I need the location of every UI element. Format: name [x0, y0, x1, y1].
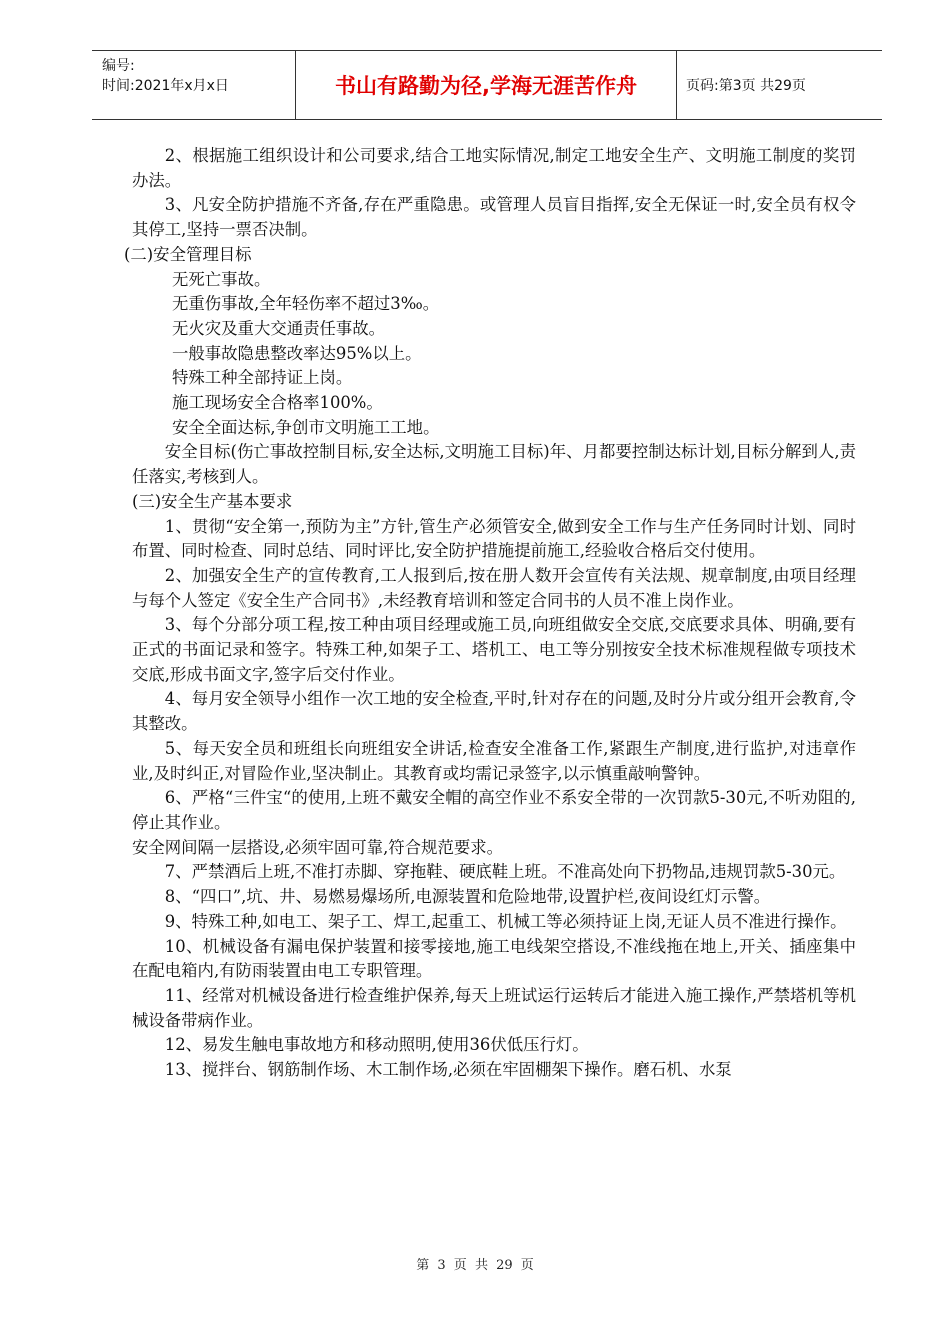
document-time-label: 时间:2021年x月x日 [102, 78, 229, 94]
body-paragraph: 12、易发生触电事故地方和移动照明,使用36伏低压行灯。 [164, 1035, 589, 1055]
body-paragraph: 2、根据施工组织设计和公司要求,结合工地实际情况,制定工地安全生产、文明施工制度的奖罚办法。 [132, 146, 856, 190]
body-paragraph: 9、特殊工种,如电工、架子工、焊工,起重工、机械工等必须持证上岗,无证人员不准进行操作。 [164, 911, 847, 931]
body-paragraph: 无火灾及重大交通责任事故。 [172, 318, 386, 338]
footer-di: 第 [416, 1258, 430, 1273]
body-paragraph: 5、每天安全员和班组长向班组安全讲话,检查安全准备工作,紧跟生产制度,进行监护,对违章作业,及时纠正,对冒险作业,坚决制止。其教育或均需记录签字,以示慎重敲响警钟。 [132, 738, 856, 783]
body-paragraph: (二)安全管理目标 [124, 244, 252, 264]
body-paragraph: 安全全面达标,争创市文明施工工地。 [172, 417, 440, 437]
body-paragraph: 1、贯彻“安全第一,预防为主”方针,管生产必须管安全,做到安全工作与生产任务同时计划、同时布置、同时检查、同时总结、同时评比,安全防护措施提前施工,经验收合格后交付使用。 [132, 516, 856, 561]
document-number-label: 编号: [102, 58, 135, 74]
body-paragraph: 施工现场安全合格率100%。 [172, 393, 383, 413]
page-footer [0, 1254, 950, 1273]
body-paragraph: 特殊工种全部持证上岗。 [172, 368, 353, 388]
header-motto: 书山有路勤为径,学海无涯苦作舟 [295, 51, 677, 119]
document-body [124, 144, 856, 1083]
body-paragraph: 7、严禁酒后上班,不准打赤脚、穿拖鞋、硬底鞋上班。不准高处向下扔物品,违规罚款5-30元。 [164, 862, 846, 882]
footer-total-pages: 29 [496, 1258, 513, 1273]
footer-ye-2: 页 [520, 1258, 534, 1273]
body-paragraph: (三)安全生产基本要求 [132, 491, 293, 511]
body-paragraph: 2、加强安全生产的宣传教育,工人报到后,按在册人数开会宣传有关法规、规章制度,由项目经理与每个人签定《安全生产合同书》,未经教育培训和签定合同书的人员不准上岗作业。 [132, 565, 856, 610]
body-paragraph: 6、严格“三件宝“的使用,上班不戴安全帽的高空作业不系安全带的一次罚款5-30元,不听劝阻的,停止其作业。 [132, 788, 856, 832]
footer-gong: 共 [474, 1258, 488, 1273]
body-paragraph: 无死亡事故。 [172, 269, 271, 289]
body-paragraph: 13、搅拌台、钢筋制作场、木工制作场,必须在牢固棚架下操作。磨石机、水泵 [164, 1060, 732, 1080]
header-page-label: 页码:第3页 共29页 [686, 78, 806, 94]
page-header [92, 50, 882, 120]
body-paragraph: 11、经常对机械设备进行检查维护保养,每天上班试运行运转后才能进入施工操作,严禁塔机等机械设备带病作业。 [132, 985, 856, 1030]
body-paragraph: 3、每个分部分项工程,按工种由项目经理或施工员,向班组做安全交底,交底要求具体、明确,要有正式的书面记录和签字。特殊工种,如架子工、塔机工、电工等分别按安全技术标准规程做专项技术交底,形成书面文字,签字后交付作业。 [132, 615, 856, 684]
body-paragraph: 10、机械设备有漏电保护装置和接零接地,施工电线架空搭设,不准线拖在地上,开关、插座集中在配电箱内,有防雨装置由电工专职管理。 [132, 936, 856, 981]
body-paragraph: 一般事故隐患整改率达95%以上。 [172, 343, 422, 363]
footer-page-number: 3 [437, 1258, 446, 1273]
footer-ye: 页 [453, 1258, 467, 1273]
body-paragraph: 安全网间隔一层搭设,必须牢固可靠,符合规范要求。 [132, 837, 504, 857]
body-paragraph: 4、每月安全领导小组作一次工地的安全检查,平时,针对存在的问题,及时分片或分组开会教育,令其整改。 [132, 689, 856, 734]
header-meta [92, 51, 295, 119]
body-paragraph: 3、凡安全防护措施不齐备,存在严重隐患。或管理人员盲目指挥,安全无保证一时,安全员有权令其停工,坚持一票否决制。 [132, 195, 856, 240]
body-paragraph: 8、“四口”,坑、井、易燃易爆场所,电源装置和危险地带,设置护栏,夜间设红灯示警。 [164, 887, 771, 907]
body-paragraph: 安全目标(伤亡事故控制目标,安全达标,文明施工目标)年、月都要控制达标计划,目标分解到人,责任落实,考核到人。 [132, 442, 856, 487]
body-paragraph: 无重伤事故,全年轻伤率不超过3‰。 [172, 294, 440, 314]
